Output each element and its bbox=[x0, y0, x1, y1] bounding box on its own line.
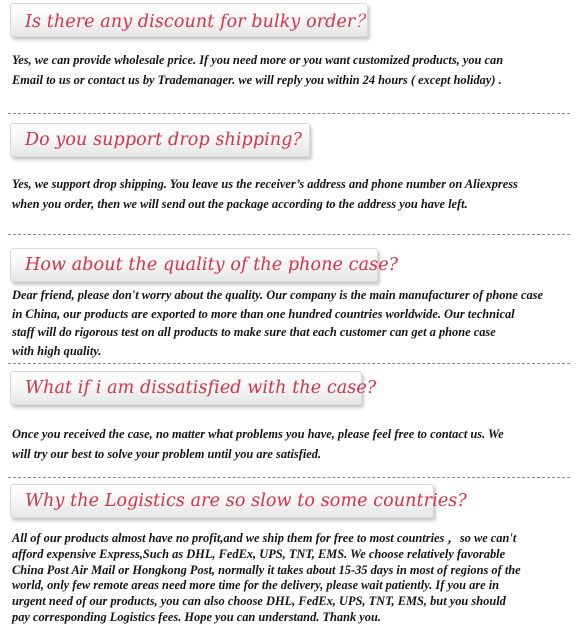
faq-answer-logistics bbox=[12, 531, 568, 626]
answer-line: with high quality. bbox=[12, 343, 102, 358]
answer-line: Dear friend, please don't worry about the quality. Our company is the main manufacturer of phone case bbox=[12, 288, 543, 302]
answer-line: urgent need of our products, you can also choose DHL, FedEx, UPS, TNT, EMS, but you should bbox=[12, 594, 506, 609]
question-title: Why the Logistics are so slow to some countries? bbox=[25, 491, 467, 511]
answer-line: when you order, then we will send out the package according to the address you have left. bbox=[12, 197, 468, 211]
question-banner bbox=[10, 484, 467, 518]
question-title: What if i am dissatisfied with the case? bbox=[25, 378, 377, 398]
faq-question-logistics bbox=[10, 484, 467, 524]
section-divider bbox=[8, 113, 570, 114]
answer-line: world, only few remote areas need more time for the delivery, please wait patiently. If you are in bbox=[12, 578, 500, 593]
section-divider bbox=[8, 477, 570, 478]
faq-question-drop-shipping bbox=[10, 123, 310, 163]
section-divider bbox=[8, 234, 570, 235]
faq-question-discount bbox=[10, 3, 373, 43]
answer-line: pay corresponding Logistics fees. Hope you can understand. Thank you. bbox=[12, 609, 381, 624]
question-banner bbox=[10, 371, 377, 405]
question-banner bbox=[10, 3, 373, 37]
section-divider bbox=[8, 363, 570, 364]
question-title: How about the quality of the phone case? bbox=[25, 255, 399, 275]
faq-answer-quality bbox=[12, 286, 568, 360]
answer-line: Yes, we can provide wholesale price. If you need more or you want customized products, you can bbox=[12, 53, 504, 67]
answer-line: staff will do rigorous test on all products to make sure that each customer can get a phone case bbox=[12, 325, 496, 339]
answer-line: China Post Air Mail or Hongkong Post, normally it takes about 15-35 days in most of regions of the bbox=[12, 562, 521, 577]
answer-line: Once you received the case, no matter what problems you have, please feel free to contact us. We bbox=[12, 427, 504, 441]
question-banner bbox=[10, 248, 399, 282]
question-title: Is there any discount for bulky order？ bbox=[25, 11, 373, 32]
question-banner bbox=[10, 123, 310, 157]
faq-question-dissatisfied bbox=[10, 371, 377, 411]
faq-answer-drop-shipping bbox=[12, 174, 568, 214]
question-title: Do you support drop shipping? bbox=[25, 130, 303, 150]
answer-line: afford expensive Express,Such as DHL, FedEx, UPS, TNT, EMS. We choose relatively favorable bbox=[12, 546, 506, 561]
faq-answer-discount bbox=[12, 50, 568, 90]
answer-line: Yes, we support drop shipping. You leave us the receiver’s address and phone number on Aliexpress bbox=[12, 177, 518, 191]
answer-line: will try our best to solve your problem until you are satisfied. bbox=[12, 447, 322, 461]
faq-question-quality bbox=[10, 248, 399, 288]
answer-line: Email to us or contact us by Trademanager. we will reply you within 24 hours ( except holiday) . bbox=[12, 73, 502, 87]
answer-line: in China, our products are exported to more than one hundred countries worldwide. Our technical bbox=[12, 306, 515, 321]
answer-line: All of our products almost have no profit,and we ship them for free to most countries ，so we can't bbox=[12, 531, 517, 545]
faq-answer-dissatisfied bbox=[12, 424, 568, 464]
